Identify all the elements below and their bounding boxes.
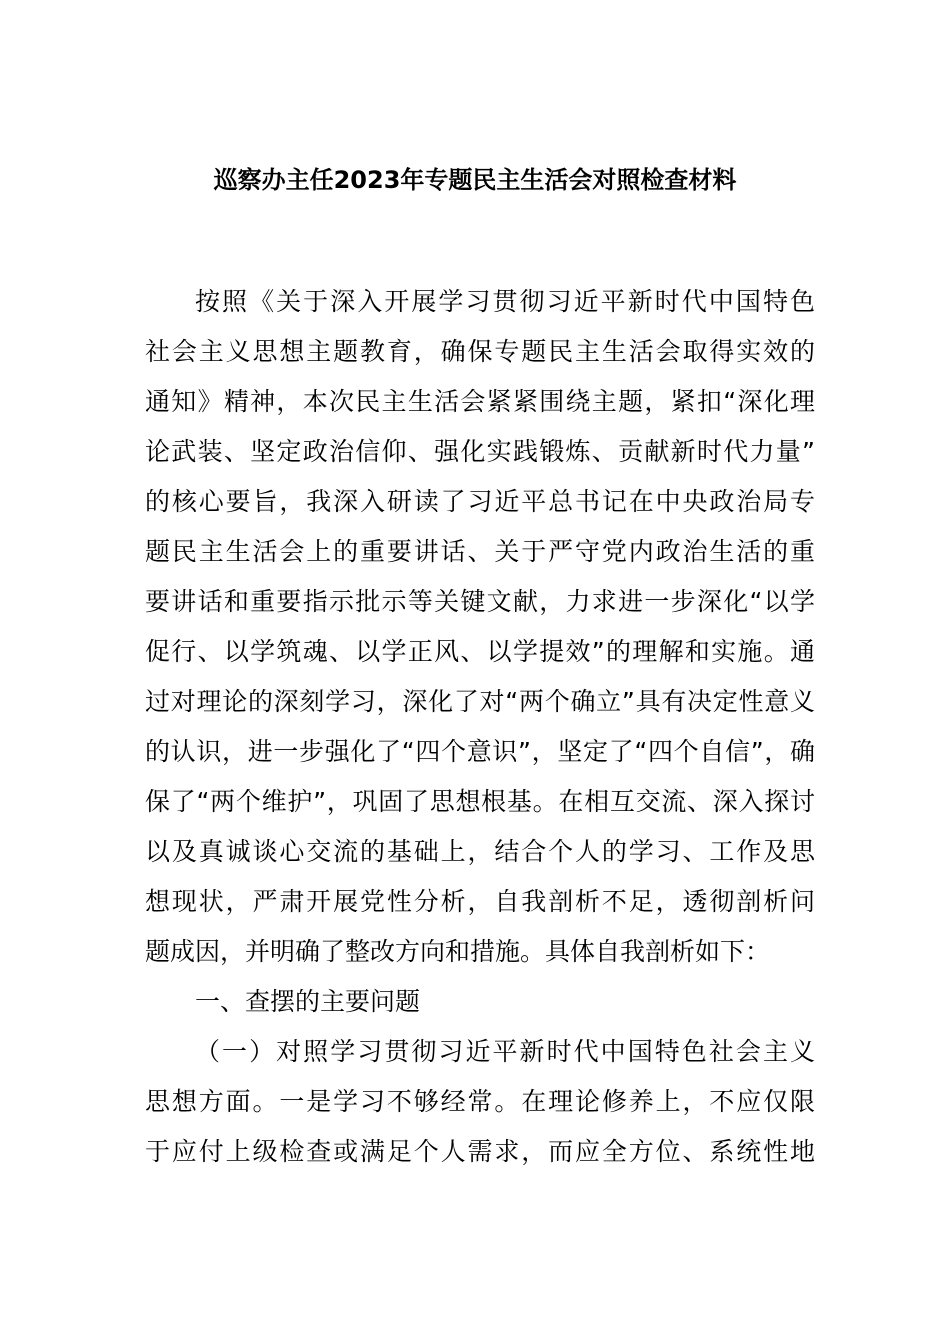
- paragraph-line: 通知》精神，本次民主生活会紧紧围绕主题，紧扣“深化理: [145, 387, 815, 416]
- paragraph-line: 过对理论的深刻学习，深化了对“两个确立”具有决定性意义: [145, 687, 815, 716]
- document-title: 巡察办主任2023年专题民主生活会对照检查材料: [213, 166, 737, 194]
- paragraph-line: 促行、以学筑魂、以学正风、以学提效”的理解和实施。通: [145, 637, 815, 666]
- paragraph-line: 题民主生活会上的重要讲话、关于严守党内政治生活的重: [145, 537, 815, 566]
- paragraph-line: 按照《关于深入开展学习贯彻习近平新时代中国特色: [195, 287, 815, 316]
- paragraph-line: 想现状，严肃开展党性分析，自我剖析不足，透彻剖析问: [145, 887, 815, 916]
- paragraph-line: 以及真诚谈心交流的基础上，结合个人的学习、工作及思: [145, 837, 815, 866]
- subsection-line: （一）对照学习贯彻习近平新时代中国特色社会主义: [195, 1037, 815, 1066]
- paragraph-line: 保了“两个维护”，巩固了思想根基。在相互交流、深入探讨: [145, 787, 815, 816]
- paragraph-line: 思想方面。一是学习不够经常。在理论修养上，不应仅限: [145, 1087, 815, 1116]
- paragraph-line: 的认识，进一步强化了“四个意识”，坚定了“四个自信”，确: [145, 737, 815, 766]
- paragraph-line: 的核心要旨，我深入研读了习近平总书记在中央政治局专: [145, 487, 815, 516]
- paragraph-line: 论武装、坚定政治信仰、强化实践锻炼、贡献新时代力量”: [145, 437, 815, 466]
- section-heading: 一、查摆的主要问题: [195, 987, 421, 1016]
- paragraph-line: 社会主义思想主题教育，确保专题民主生活会取得实效的: [145, 337, 815, 366]
- paragraph-line: 题成因，并明确了整改方向和措施。具体自我剖析如下：: [145, 937, 771, 966]
- paragraph-line: 于应付上级检查或满足个人需求，而应全方位、系统性地: [145, 1137, 815, 1166]
- paragraph-line: 要讲话和重要指示批示等关键文献，力求进一步深化“以学: [145, 587, 815, 616]
